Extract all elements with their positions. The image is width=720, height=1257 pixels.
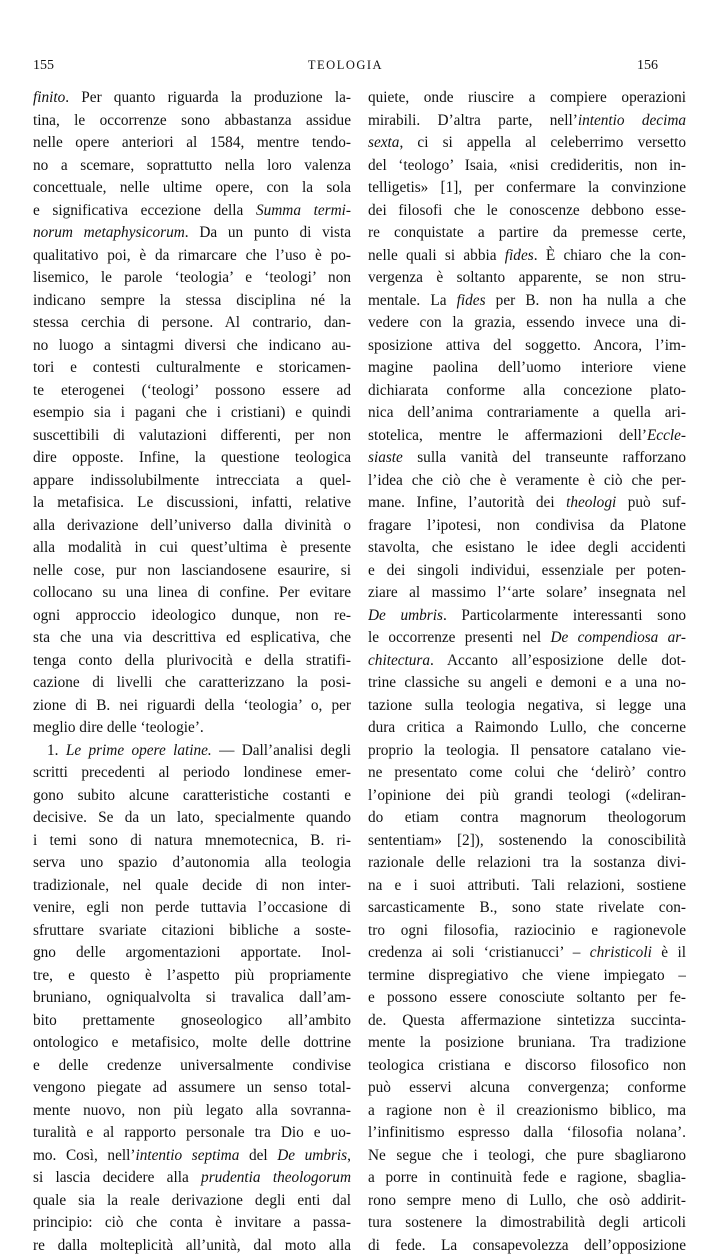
text-run: tenga conto della plurivocità e della stratifi- — [33, 652, 351, 669]
text-line — [368, 785, 686, 808]
text-run: . Particolarmente interessanti sono — [443, 607, 686, 624]
text-run: ogni approccio ideologico dunque, non re- — [33, 607, 351, 624]
text-line — [33, 762, 351, 785]
text-run: e possono essere conosciute soltanto per fe- — [368, 989, 686, 1006]
text-line — [33, 132, 351, 155]
text-line — [368, 290, 686, 313]
text-run: principio: ciò che conta è invitare a passa- — [33, 1214, 351, 1231]
text-line — [33, 402, 351, 425]
text-line — [33, 1190, 351, 1213]
text-line — [33, 267, 351, 290]
text-line — [33, 380, 351, 403]
italic-text: christicoli — [590, 944, 652, 961]
text-line — [368, 357, 686, 380]
text-run: dichiarata conforme alla concezione plato- — [368, 382, 686, 399]
text-run: teologica cristiana e discorso filosofico non — [368, 1057, 686, 1074]
text-line — [368, 875, 686, 898]
text-line — [368, 807, 686, 830]
text-run: del ‘teologo’ Isaia, «nisi credideritis, non in- — [368, 157, 686, 174]
text-line — [33, 672, 351, 695]
text-run: quiete, onde riuscire a compiere operazioni — [368, 89, 686, 106]
text-line — [368, 1100, 686, 1123]
text-run: termine dispregiativo che viene impiegato – — [368, 967, 686, 984]
text-run: telligetis» [1], per confermare la convinzione — [368, 179, 686, 196]
text-run: l’infinitismo espresso dalla ‘filosofia nolana’. — [368, 1124, 686, 1141]
text-run: tre, e questo è l’aspetto più propriamente — [33, 967, 351, 984]
text-line — [33, 357, 351, 380]
text-line — [33, 177, 351, 200]
text-line — [33, 1122, 351, 1145]
italic-text: intentio decima — [578, 112, 686, 129]
text-line — [368, 627, 686, 650]
text-line — [368, 762, 686, 785]
text-run: , — [347, 1147, 351, 1164]
text-run: sulla vanità del transeunte rafforzano — [403, 449, 686, 466]
italic-text: finito — [33, 89, 65, 106]
text-line — [33, 582, 351, 605]
text-line — [368, 1010, 686, 1033]
text-line — [33, 155, 351, 178]
text-line — [33, 110, 351, 133]
text-run: cazione di livelli che caratterizzano la posi- — [33, 674, 351, 691]
text-line — [33, 1212, 351, 1235]
text-run: bito prettamente gnoseologico all’ambito — [33, 1012, 351, 1029]
text-run: . Accanto all’esposizione delle dot- — [430, 652, 686, 669]
text-run: venire, egli non perde tuttavia l’occasione di — [33, 899, 351, 916]
text-line — [368, 695, 686, 718]
text-line — [368, 245, 686, 268]
text-run: re conquistate a partire da premesse certe, — [368, 224, 686, 241]
text-run: . Per quanto riguarda la produzione la- — [65, 89, 351, 106]
text-run: vergenza è soltanto apparente, se non stru- — [368, 269, 686, 286]
text-run: mente la posizione bruniana. Tra tradizione — [368, 1034, 686, 1051]
text-run: tazione sulla teologia negativa, si legge una — [368, 697, 686, 714]
italic-text: norum metaphysicorum — [33, 224, 185, 241]
text-run: sarcasticamente B., sono state rivelate con- — [368, 899, 686, 916]
italic-text: Eccle- — [647, 427, 686, 444]
text-run: nelle quali si abbia — [368, 247, 505, 264]
text-run: 1. — [47, 742, 66, 759]
text-run: stessa cerchia di persone. Al contrario, dan- — [33, 314, 351, 331]
running-head — [33, 58, 658, 78]
text-run: è il — [652, 944, 686, 961]
text-run: stavolta, che esistano le idee degli accidenti — [368, 539, 686, 556]
text-run: a ragione non è il creazionismo biblico, ma — [368, 1102, 686, 1119]
text-run: tro ogni filosofia, raziocinio e ragionevole — [368, 922, 686, 939]
text-line — [368, 87, 686, 110]
text-line — [33, 87, 351, 110]
running-title: TEOLOGIA — [33, 58, 658, 73]
text-run: serva uno spazio d’autonomia alla teologia — [33, 854, 351, 871]
italic-text: Le prime opere latine. — [66, 742, 212, 759]
text-line — [368, 852, 686, 875]
text-run: mirabili. D’altra parte, nell’ — [368, 112, 578, 129]
text-line — [33, 492, 351, 515]
text-run: le occorrenze presenti nel — [368, 629, 550, 646]
text-line — [33, 852, 351, 875]
text-run: concettuale, nelle ultime opere, con la sola — [33, 179, 351, 196]
text-run: può esservi alcuna convergenza; conforme — [368, 1079, 686, 1096]
text-run: a porre in continuità fede e ragione, sbaglia- — [368, 1169, 686, 1186]
text-run: sfruttare svariate citazioni bibliche a soste- — [33, 922, 351, 939]
text-run: scritti precedenti al periodo londinese emer- — [33, 764, 351, 781]
text-run: meglio dire delle ‘teologie’. — [33, 719, 204, 736]
text-run: di fede. La consapevolezza dell’opposizione — [368, 1237, 686, 1254]
text-run: collocano su una linea di confine. Per evitare — [33, 584, 351, 601]
text-run: mane. Infine, l’autorità dei — [368, 494, 566, 511]
text-run: mente nuovo, non più legato alla sovranna- — [33, 1102, 351, 1119]
text-run: sposizione attiva del soggetto. Ancora, l’im- — [368, 337, 686, 354]
text-run: stotelica, mentre le affermazioni dell’ — [368, 427, 647, 444]
text-run: te eterogenei (‘teologi’ possono essere ad — [33, 382, 351, 399]
text-run: dura critica a Raimondo Lullo, che concerne — [368, 719, 686, 736]
text-run: quale sia la reale derivazione degli enti dal — [33, 1192, 351, 1209]
text-line — [368, 537, 686, 560]
text-run: alla modalità in cui quest’ultima è presente — [33, 539, 351, 556]
text-line — [368, 1032, 686, 1055]
italic-text: De compendiosa ar- — [550, 629, 686, 646]
text-line — [368, 1077, 686, 1100]
text-run: appare indissolubilmente intrecciata a quel- — [33, 472, 351, 489]
text-line — [368, 177, 686, 200]
text-run: decisive. Se da un lato, specialmente quando — [33, 809, 351, 826]
text-run: gono subito alcune caratteristiche costanti e — [33, 787, 351, 804]
text-run: ziare al massimo l’‘arte solare’ insegnata nel — [368, 584, 686, 601]
text-line — [33, 425, 351, 448]
text-run: lisemico, le parole ‘teologia’ e ‘teologi’ non — [33, 269, 351, 286]
text-run: qualitativo poi, è da rimarcare che l’uso è po- — [33, 247, 351, 264]
page-number-right: 156 — [637, 58, 658, 74]
text-run: . È chiaro che la con- — [534, 247, 686, 264]
italic-text: chitectura — [368, 652, 430, 669]
text-line — [33, 830, 351, 853]
text-line — [368, 1145, 686, 1168]
text-line — [368, 402, 686, 425]
italic-text: fides — [505, 247, 534, 264]
text-run: può suf- — [616, 494, 686, 511]
italic-text: theologi — [566, 494, 616, 511]
text-line — [33, 740, 351, 763]
text-run: rono sempre meno di Lullo, che osò addirit- — [368, 1192, 686, 1209]
text-column-right — [368, 87, 686, 1257]
text-run: indicano sempre la stessa disciplina né la — [33, 292, 351, 309]
text-line — [368, 110, 686, 133]
text-run: tura sostenere la dimostrabilità degli articoli — [368, 1214, 686, 1231]
text-run: l’opinione dei più grandi teologi («deliran- — [368, 787, 686, 804]
text-run: no a scemare, soprattutto nella loro valenza — [33, 157, 351, 174]
text-run: . Da un punto di vista — [185, 224, 351, 241]
text-line — [33, 1032, 351, 1055]
text-line — [368, 987, 686, 1010]
italic-text: fides — [457, 292, 486, 309]
text-run: ne presentato come colui che ‘delirò’ contro — [368, 764, 686, 781]
italic-text: siaste — [368, 449, 403, 466]
text-run: vedere con la grazia, essendo invece una di- — [368, 314, 686, 331]
text-line — [368, 132, 686, 155]
text-line — [368, 380, 686, 403]
text-run: zione di B. nei riguardi della ‘teologia’ o, per — [33, 697, 351, 714]
text-column-left — [33, 87, 351, 1257]
text-run: razionale delle relazioni tra la sostanza divi- — [368, 854, 686, 871]
text-line — [368, 830, 686, 853]
text-run: mentale. La — [368, 292, 457, 309]
italic-text: intentio septima — [135, 1147, 239, 1164]
text-line — [368, 1167, 686, 1190]
text-line — [368, 582, 686, 605]
text-line — [33, 560, 351, 583]
italic-text: sexta — [368, 134, 399, 151]
text-line — [368, 942, 686, 965]
text-line — [33, 515, 351, 538]
text-run: — Dall’analisi degli — [212, 742, 351, 759]
text-line — [368, 1122, 686, 1145]
text-line — [368, 447, 686, 470]
text-line — [368, 965, 686, 988]
text-line — [33, 290, 351, 313]
text-line — [33, 245, 351, 268]
text-line — [368, 650, 686, 673]
text-run: sta che una via descrittiva ed esplicativa, che — [33, 629, 351, 646]
text-line — [33, 1100, 351, 1123]
text-run: l’idea che ciò che è veramente è ciò che per- — [368, 472, 686, 489]
text-run: re dalla molteplicità all’unità, dal moto alla — [33, 1237, 351, 1254]
text-line — [33, 222, 351, 245]
text-line — [33, 1235, 351, 1257]
text-run: proprio la teologia. Il pensatore catalano vie- — [368, 742, 686, 759]
text-line — [33, 897, 351, 920]
text-line — [33, 335, 351, 358]
text-line — [33, 650, 351, 673]
text-run: dire opposte. Infine, la questione teologica — [33, 449, 351, 466]
text-line — [368, 200, 686, 223]
text-line — [368, 717, 686, 740]
text-run: tradizionale, nel quale decide di non inter- — [33, 877, 351, 894]
text-line — [33, 807, 351, 830]
text-line — [33, 942, 351, 965]
text-run: e dei singoli individui, essenziale per poten- — [368, 562, 686, 579]
text-line — [368, 1055, 686, 1078]
text-run: e significativa eccezione della — [33, 202, 256, 219]
text-run: alla derivazione dell’universo dalla divinità o — [33, 517, 351, 534]
italic-text: De umbris — [368, 607, 443, 624]
text-run: per B. non ha nulla a che — [486, 292, 686, 309]
text-run: trine classiche su angeli e demoni e a una no- — [368, 674, 686, 691]
text-line — [33, 200, 351, 223]
text-line — [368, 672, 686, 695]
text-line — [368, 470, 686, 493]
text-run: de. Questa affermazione sintetizza succinta- — [368, 1012, 686, 1029]
text-run: dei filosofi che le conoscenze debbono esse- — [368, 202, 686, 219]
text-run: si lascia decidere alla — [33, 1169, 201, 1186]
text-line — [368, 492, 686, 515]
text-run: turalità e al rapporto personale tra Dio e uo- — [33, 1124, 351, 1141]
text-run: suscettibili di valutazioni differenti, per non — [33, 427, 351, 444]
text-run: gno delle argomentazioni apportate. Inol- — [33, 944, 351, 961]
text-run: tori e contesti culturalmente e storicamen- — [33, 359, 351, 376]
text-run: fragare l’ipotesi, non condivisa da Platone — [368, 517, 686, 534]
text-line — [33, 1010, 351, 1033]
text-run: bruniano, ogniqualvolta si travalica dall’am- — [33, 989, 351, 1006]
italic-text: Summa termi- — [256, 202, 351, 219]
text-run: magine paolina dell’uomo interiore viene — [368, 359, 686, 376]
text-line — [368, 920, 686, 943]
text-line — [33, 447, 351, 470]
text-line — [33, 987, 351, 1010]
text-line — [368, 740, 686, 763]
text-run: Ne segue che i teologi, che pure sbagliarono — [368, 1147, 686, 1164]
text-line — [33, 627, 351, 650]
text-line — [33, 537, 351, 560]
text-run: sententiam» [2]), sostenendo la conoscibilità — [368, 832, 686, 849]
text-run: del — [239, 1147, 277, 1164]
text-line — [368, 312, 686, 335]
text-line — [33, 470, 351, 493]
text-run: nica dell’anima contrariamente a quella ari- — [368, 404, 686, 421]
text-line — [368, 1235, 686, 1257]
text-run: esempio sia i pagani che i cristiani) e quindi — [33, 404, 351, 421]
text-line — [33, 875, 351, 898]
text-line — [368, 897, 686, 920]
text-line — [368, 155, 686, 178]
text-line — [368, 1212, 686, 1235]
text-run: do etiam contra magnorum theologorum — [368, 809, 686, 826]
text-run: vengono piegate ad assumere un senso total- — [33, 1079, 351, 1096]
text-run: nelle opere anteriori al 1584, mentre tendo- — [33, 134, 351, 151]
text-run: e delle credenze universalmente condivise — [33, 1057, 351, 1074]
text-line — [33, 695, 351, 718]
text-run: credenza ai soli ‘cristianucci’ – — [368, 944, 590, 961]
text-line — [368, 1190, 686, 1213]
text-line — [33, 920, 351, 943]
text-line — [368, 222, 686, 245]
text-run: no luogo a sintagmi diversi che indicano au- — [33, 337, 351, 354]
text-run: la metafisica. Le discussioni, infatti, relative — [33, 494, 351, 511]
text-run: mo. Così, nell’ — [33, 1147, 135, 1164]
text-run: tina, le occorrenze sono abbastanza assidue — [33, 112, 351, 129]
text-run: nelle cose, pur non lasciandosene esaurire, si — [33, 562, 351, 579]
text-line — [368, 267, 686, 290]
page-number-left: 155 — [33, 58, 54, 74]
text-line — [33, 965, 351, 988]
text-line — [33, 605, 351, 628]
text-run: na e i suoi attributi. Tali relazioni, sostiene — [368, 877, 686, 894]
text-line — [33, 1055, 351, 1078]
text-line — [368, 515, 686, 538]
text-line — [33, 785, 351, 808]
italic-text: De umbris — [277, 1147, 347, 1164]
text-run: i temi sono di natura mnemotecnica, B. ri- — [33, 832, 351, 849]
text-line — [33, 1145, 351, 1168]
italic-text: prudentia theologorum — [201, 1169, 351, 1186]
text-line — [368, 605, 686, 628]
text-line — [368, 560, 686, 583]
text-line — [33, 1167, 351, 1190]
text-line — [368, 335, 686, 358]
text-line — [33, 312, 351, 335]
text-run: ontologico e metafisico, molte delle dottrine — [33, 1034, 351, 1051]
text-line — [33, 717, 351, 740]
text-line — [368, 425, 686, 448]
text-line — [33, 1077, 351, 1100]
text-run: , ci si appella al celeberrimo versetto — [399, 134, 686, 151]
